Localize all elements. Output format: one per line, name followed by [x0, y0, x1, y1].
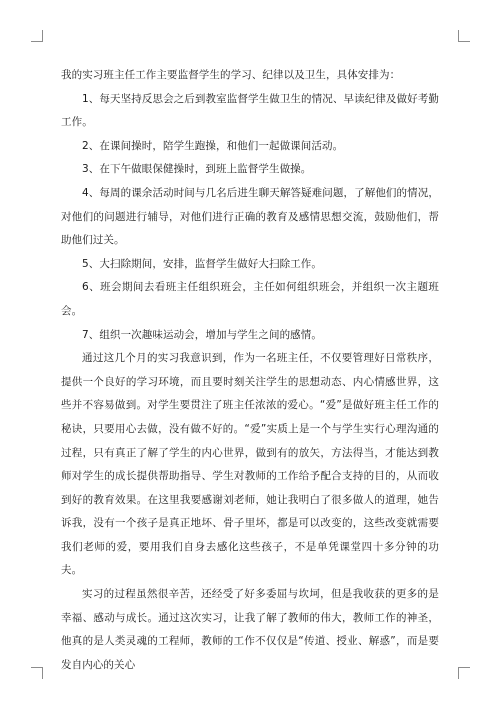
- crop-mark-bottom-right: [458, 667, 470, 679]
- document-body: [61, 64, 439, 677]
- list-item-6: 6、班会期间去看班主任组织班会，主任如何组织班会，并组织一次主题班会。: [61, 281, 439, 317]
- conclusion-paragraph: 实习的过程虽然很辛苦，还经受了好多委屈与坎坷，但是我收获的更多的是幸福、感动与成长。通过这次实习，让我了解了教师的伟大，教师工作的神圣，他真的是人类灵魂的工程师，教师的工作不仅仅是“传道、授业、解惑”，而是要发自内心的关心: [61, 588, 439, 671]
- crop-mark-top-right: [458, 30, 470, 42]
- crop-mark-bottom-left: [31, 667, 43, 679]
- list-item-5: 5、大扫除期间，安排，监督学生做好大扫除工作。: [82, 257, 322, 270]
- list-item-1: 1、每天坚持反思会之后到教室监督学生做卫生的情况、早读纪律及做好考勤工作。: [61, 92, 439, 129]
- crop-mark-top-left: [31, 30, 43, 42]
- list-item-4: 4、每周的课余活动时间与几名后进生聊天解答疑难问题，了解他们的情况，对他们的问题进行辅导，对他们进行正确的教育及感情思想交流，鼓励他们，帮助他们过关。: [61, 186, 439, 247]
- intro-paragraph: 我的实习班主任工作主要监督学生的学习、纪律以及卫生，具体安排为：: [61, 69, 401, 81]
- list-item-3: 3、在下午做眼保健操时，到班上监督学生做操。: [82, 163, 312, 176]
- list-item-2: 2、在课间操时，陪学生跑操，和他们一起做课间活动。: [82, 139, 344, 152]
- list-item-7: 7、组织一次趣味运动会，增加与学生之间的感情。: [82, 328, 322, 341]
- reflection-paragraph: 通过这几个月的实习我意识到，作为一名班主任，不仅要管理好日常秩序，提供一个良好的学习环境，而且要时刻关注学生的思想动态、内心情感世界，这些并不容易做到。对学生要贯注了班主任浓浓的爱心。“爱”是做好班主任工作的秘诀，只要用心去做，没有做不好的。“爱”实质上是一个与学生实行心理沟通的过程，只有真正了解了学生的内心世界，做到有的放矢，方法得当，才能达到教师对学生的成长提供帮助指导、学生对教师的工作给予配合支持的目的，从而收到好的教育效果。在这里我要感谢刘老师，她让我明白了很多做人的道理，她告诉我，没有一个孩子是真正地坏、骨子里坏，都是可以改变的，这些改变就需要我们老师的爱，要用我们自身去感化这些孩子，不是单凭课堂四十多分钟的功夫。: [61, 352, 439, 577]
